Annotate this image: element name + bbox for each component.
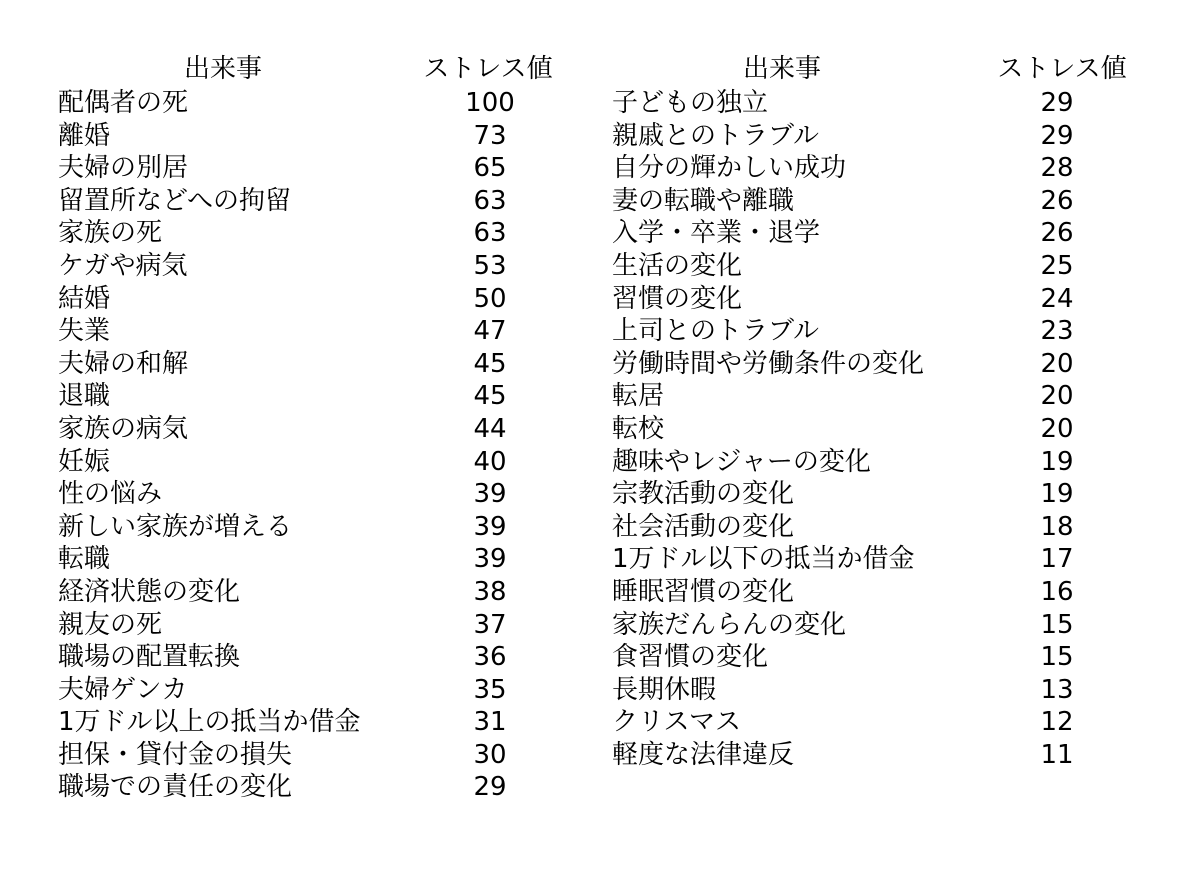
stress-value-cell: 45 — [473, 381, 507, 412]
column-header-stress-value: ストレス値 — [423, 54, 553, 84]
table-row — [58, 152, 578, 185]
event-cell: クリスマス — [612, 707, 741, 738]
table-row — [58, 120, 578, 153]
table-row — [612, 446, 1132, 479]
table-header-row — [58, 52, 578, 87]
stress-value-cell: 65 — [473, 153, 507, 184]
event-cell: 新しい家族が増える — [58, 511, 293, 542]
table-row — [612, 511, 1132, 544]
event-cell: 転居 — [612, 381, 665, 412]
event-cell: 親戚とのトラブル — [612, 120, 819, 151]
event-cell: 子どもの独立 — [612, 88, 769, 118]
table-row — [58, 283, 578, 316]
event-cell: 妻の転職や離職 — [612, 185, 795, 216]
table-row — [612, 380, 1132, 413]
event-cell: ケガや病気 — [58, 250, 188, 281]
stress-value-cell: 19 — [1040, 479, 1074, 510]
event-cell: 失業 — [58, 316, 111, 347]
table-row — [58, 739, 578, 772]
stress-value-cell: 26 — [1040, 185, 1074, 216]
table-body — [612, 87, 1132, 771]
table-row — [612, 185, 1132, 218]
event-cell: 職場の配置転換 — [58, 642, 241, 673]
stress-value-cell: 20 — [1040, 381, 1074, 412]
stress-value-cell: 100 — [465, 88, 515, 118]
table-row — [612, 348, 1132, 381]
stress-value-cell: 17 — [1040, 544, 1074, 575]
stress-table-right — [612, 52, 1132, 771]
event-cell: 退職 — [58, 381, 111, 412]
table-row — [58, 185, 578, 218]
column-header-event: 出来事 — [742, 54, 821, 84]
event-cell: 1万ドル以下の抵当か借金 — [612, 544, 915, 575]
event-cell: 入学・卒業・退学 — [612, 218, 821, 249]
stress-value-cell: 63 — [473, 185, 507, 216]
table-body — [58, 87, 578, 804]
event-cell: 家族の病気 — [58, 413, 189, 444]
stress-value-cell: 26 — [1040, 218, 1074, 249]
table-row — [612, 478, 1132, 511]
event-cell: 妊娠 — [58, 446, 111, 477]
table-row — [58, 576, 578, 609]
stress-value-cell: 13 — [1040, 674, 1074, 705]
stress-value-cell: 50 — [473, 283, 507, 314]
table-row — [612, 609, 1132, 642]
stress-table-left — [58, 52, 578, 804]
stress-value-cell: 20 — [1040, 348, 1074, 379]
table-row — [612, 413, 1132, 446]
event-cell: 経済状態の変化 — [58, 576, 241, 607]
event-cell: 長期休暇 — [612, 674, 717, 705]
stress-value-cell: 39 — [473, 544, 507, 575]
table-row — [612, 543, 1132, 576]
stress-value-cell: 31 — [473, 707, 507, 738]
event-cell: 夫婦の和解 — [58, 348, 189, 379]
stress-value-cell: 29 — [1040, 120, 1074, 151]
stress-value-cell: 20 — [1040, 413, 1074, 444]
stress-value-cell: 19 — [1040, 446, 1074, 477]
stress-value-cell: 38 — [473, 576, 507, 607]
event-cell: 社会活動の変化 — [612, 511, 795, 542]
stress-value-cell: 30 — [473, 739, 507, 770]
table-row — [58, 217, 578, 250]
stress-value-cell: 28 — [1040, 153, 1074, 184]
stress-value-cell: 24 — [1040, 283, 1074, 314]
event-cell: 自分の輝かしい成功 — [612, 153, 847, 184]
table-row — [58, 380, 578, 413]
stress-value-cell: 15 — [1040, 642, 1074, 673]
event-cell: 結婚 — [58, 283, 111, 314]
event-cell: 留置所などへの拘留 — [58, 185, 291, 216]
event-cell: 趣味やレジャーの変化 — [612, 446, 871, 477]
event-cell: 労働時間や労働条件の変化 — [612, 348, 925, 379]
stress-value-cell: 36 — [473, 642, 507, 673]
stress-value-cell: 16 — [1040, 576, 1074, 607]
event-cell: 親友の死 — [58, 609, 163, 640]
event-cell: 家族の死 — [58, 218, 163, 249]
event-cell: 夫婦ゲンカ — [58, 674, 188, 705]
column-header-stress-value: ストレス値 — [997, 54, 1127, 84]
event-cell: 担保・貸付金の損失 — [58, 739, 293, 770]
event-cell: 家族だんらんの変化 — [612, 609, 847, 640]
stress-value-cell: 40 — [473, 446, 507, 477]
table-row — [612, 250, 1132, 283]
column-header-event: 出来事 — [183, 54, 262, 84]
event-cell: 配偶者の死 — [58, 88, 189, 118]
stress-value-cell: 73 — [473, 120, 507, 151]
event-cell: 1万ドル以上の抵当か借金 — [58, 707, 361, 738]
event-cell: 睡眠習慣の変化 — [612, 576, 795, 607]
table-row — [612, 674, 1132, 707]
stress-value-cell: 15 — [1040, 609, 1074, 640]
event-cell: 食習慣の変化 — [612, 642, 769, 673]
stress-value-cell: 11 — [1040, 739, 1074, 770]
stress-value-cell: 29 — [473, 772, 507, 803]
table-row — [58, 771, 578, 804]
stress-value-cell: 45 — [473, 348, 507, 379]
event-cell: 転校 — [612, 413, 665, 444]
stress-value-cell: 44 — [473, 413, 507, 444]
table-row — [58, 478, 578, 511]
stress-value-cell: 18 — [1040, 511, 1074, 542]
event-cell: 離婚 — [58, 120, 111, 151]
event-cell: 生活の変化 — [612, 250, 743, 281]
table-row — [612, 87, 1132, 120]
table-row — [58, 706, 578, 739]
table-row — [612, 706, 1132, 739]
table-row — [58, 87, 578, 120]
table-row — [58, 413, 578, 446]
stress-value-cell: 39 — [473, 511, 507, 542]
stress-value-cell: 25 — [1040, 250, 1074, 281]
table-row — [58, 250, 578, 283]
table-row — [612, 217, 1132, 250]
stress-value-cell: 23 — [1040, 316, 1074, 347]
table-row — [612, 120, 1132, 153]
stress-value-cell: 29 — [1040, 88, 1074, 118]
table-row — [58, 315, 578, 348]
table-row — [612, 315, 1132, 348]
stress-value-cell: 53 — [473, 250, 507, 281]
event-cell: 軽度な法律違反 — [612, 739, 795, 770]
event-cell: 性の悩み — [58, 479, 163, 510]
event-cell: 上司とのトラブル — [612, 316, 819, 347]
table-row — [612, 641, 1132, 674]
table-row — [612, 576, 1132, 609]
stress-value-cell: 37 — [473, 609, 507, 640]
table-row — [58, 446, 578, 479]
table-row — [612, 283, 1132, 316]
event-cell: 宗教活動の変化 — [612, 479, 795, 510]
table-row — [58, 674, 578, 707]
table-row — [612, 739, 1132, 772]
event-cell: 職場での責任の変化 — [58, 772, 293, 803]
table-header-row — [612, 52, 1132, 87]
table-row — [58, 543, 578, 576]
table-row — [612, 152, 1132, 185]
stress-value-cell: 63 — [473, 218, 507, 249]
stress-value-cell: 12 — [1040, 707, 1074, 738]
table-row — [58, 641, 578, 674]
event-cell: 夫婦の別居 — [58, 153, 189, 184]
table-row — [58, 609, 578, 642]
event-cell: 転職 — [58, 544, 111, 575]
stress-value-cell: 47 — [473, 316, 507, 347]
table-row — [58, 348, 578, 381]
event-cell: 習慣の変化 — [612, 283, 743, 314]
stress-value-cell: 35 — [473, 674, 507, 705]
stress-value-cell: 39 — [473, 479, 507, 510]
table-row — [58, 511, 578, 544]
